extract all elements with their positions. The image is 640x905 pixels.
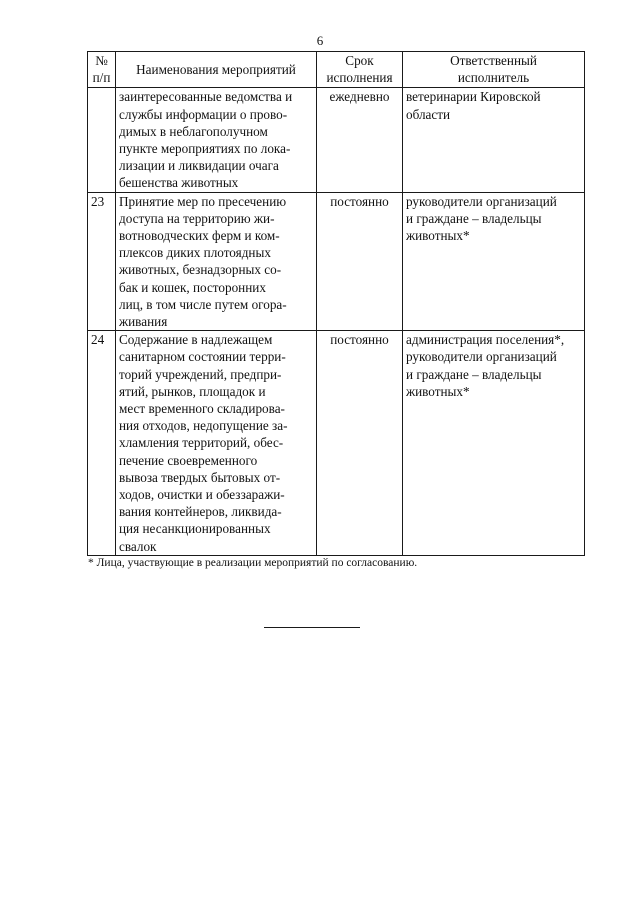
header-name: Наименования мероприятий <box>116 52 317 88</box>
measure-term: постоянно <box>317 331 403 556</box>
table-row <box>88 331 585 556</box>
measure-name: заинтересованные ведомства и службы информации о прово- димых в неблагополучном пункте мероприятиях по лока- лизации и ликвидации очага бешенства животных <box>116 88 317 192</box>
header-row <box>88 52 585 88</box>
row-number: 24 <box>88 331 116 556</box>
measure-term: ежедневно <box>317 88 403 192</box>
header-num: № п/п <box>88 52 116 88</box>
measure-responsible: администрация поселения*, руководители организаций и граждане – владельцы животных* <box>403 331 585 556</box>
measure-responsible: руководители организаций и граждане – владельцы животных* <box>403 192 585 331</box>
measures-table <box>87 51 585 556</box>
header-responsible: Ответственный исполнитель <box>403 52 585 88</box>
measure-term: постоянно <box>317 192 403 331</box>
measure-name: Принятие мер по пресечению доступа на территорию жи- вотноводческих ферм и ком- плексов диких плотоядных животных, безнадзорных со- бак и кошек, посторонних лиц, в том числе путем огора- живания <box>116 192 317 331</box>
measure-responsible: ветеринарии Кировской области <box>403 88 585 192</box>
footnote: * Лица, участвующие в реализации мероприятий по согласованию. <box>88 557 418 569</box>
header-term: Срок исполнения <box>317 52 403 88</box>
table-header <box>88 52 585 88</box>
page-number: 6 <box>316 33 324 48</box>
row-number <box>88 88 116 192</box>
row-number: 23 <box>88 192 116 331</box>
measure-name: Содержание в надлежащем санитарном состоянии терри- торий учреждений, предпри- ятий, рынков, площадок и мест временного складирова- ния отходов, недопущение за- хламления территорий, обес- печение своевременного вывоза твердых бытовых от- ходов, очистки и обеззаражи- вания контейнеров, ликвида- ция несанкционированных свалок <box>116 331 317 556</box>
table-row <box>88 192 585 331</box>
table-row <box>88 88 585 192</box>
end-separator-line <box>264 627 360 628</box>
